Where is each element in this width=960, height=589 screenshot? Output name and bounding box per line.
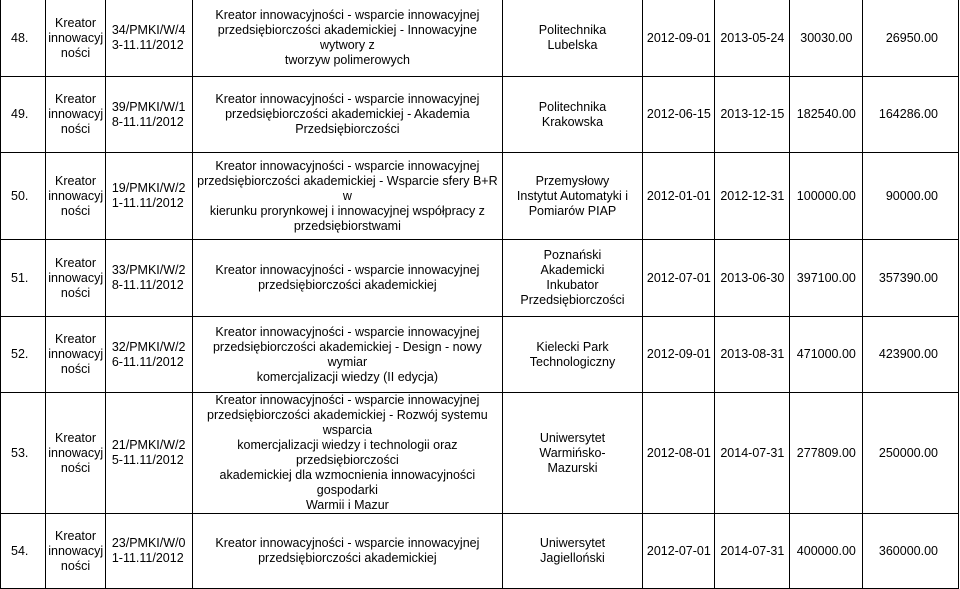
beneficiary-cell: Kreator innowacyj ności: [46, 153, 106, 240]
grant-amount-cell: 423900.00: [863, 317, 959, 393]
total-amount-cell: 277809.00: [790, 393, 863, 514]
agreement-number-cell: 21/PMKI/W/2 5-11.11/2012: [105, 393, 192, 514]
start-date-cell: 2012-08-01: [643, 393, 715, 514]
project-title-cell: Kreator innowacyjności - wsparcie innowacyjnej przedsiębiorczości akademickiej - Rozwój systemu wsparcia komercjalizacji wiedzy i technologii oraz przedsiębiorczości akademickiej dla wzmocnienia innowacyjności gospodarki Warmii i Mazur: [193, 393, 502, 514]
institution-cell: Politechnika Krakowska: [502, 77, 643, 153]
start-date-cell: 2012-01-01: [643, 153, 715, 240]
row-number: 54.: [1, 514, 46, 589]
total-amount-cell: 30030.00: [790, 0, 863, 77]
grant-amount-cell: 90000.00: [863, 153, 959, 240]
beneficiary-cell: Kreator innowacyj ności: [46, 514, 106, 589]
end-date-cell: 2014-07-31: [715, 393, 790, 514]
end-date-cell: 2014-07-31: [715, 514, 790, 589]
start-date-cell: 2012-06-15: [643, 77, 715, 153]
end-date-cell: 2013-08-31: [715, 317, 790, 393]
start-date-cell: 2012-07-01: [643, 514, 715, 589]
project-title-cell: Kreator innowacyjności - wsparcie innowacyjnej przedsiębiorczości akademickiej - Innowacyjne wytwory z tworzyw polimerowych: [193, 0, 502, 77]
institution-cell: Politechnika Lubelska: [502, 0, 643, 77]
grant-amount-cell: 250000.00: [863, 393, 959, 514]
table-row: [1, 514, 959, 589]
end-date-cell: 2012-12-31: [715, 153, 790, 240]
institution-cell: Kielecki Park Technologiczny: [502, 317, 643, 393]
total-amount-cell: 397100.00: [790, 240, 863, 317]
project-title-cell: Kreator innowacyjności - wsparcie innowacyjnej przedsiębiorczości akademickiej - Wsparcie sfery B+R w kierunku prorynkowej i innowacyjnej współpracy z przedsiębiorstwami: [193, 153, 502, 240]
institution-cell: Przemysłowy Instytut Automatyki i Pomiarów PIAP: [502, 153, 643, 240]
project-title-cell: Kreator innowacyjności - wsparcie innowacyjnej przedsiębiorczości akademickiej - Design - nowy wymiar komercjalizacji wiedzy (II edycja): [193, 317, 502, 393]
table-row: [1, 240, 959, 317]
table-row: [1, 153, 959, 240]
grant-amount-cell: 26950.00: [863, 0, 959, 77]
total-amount-cell: 182540.00: [790, 77, 863, 153]
agreement-number-cell: 34/PMKI/W/4 3-11.11/2012: [105, 0, 192, 77]
agreement-number-cell: 32/PMKI/W/2 6-11.11/2012: [105, 317, 192, 393]
end-date-cell: 2013-05-24: [715, 0, 790, 77]
agreement-number-cell: 19/PMKI/W/2 1-11.11/2012: [105, 153, 192, 240]
grant-amount-cell: 164286.00: [863, 77, 959, 153]
agreement-number-cell: 23/PMKI/W/0 1-11.11/2012: [105, 514, 192, 589]
institution-cell: Uniwersytet Jagielloński: [502, 514, 643, 589]
table-row: [1, 317, 959, 393]
beneficiary-cell: Kreator innowacyj ności: [46, 393, 106, 514]
project-title-cell: Kreator innowacyjności - wsparcie innowacyjnej przedsiębiorczości akademickiej: [193, 240, 502, 317]
end-date-cell: 2013-12-15: [715, 77, 790, 153]
table-row: [1, 77, 959, 153]
total-amount-cell: 400000.00: [790, 514, 863, 589]
start-date-cell: 2012-07-01: [643, 240, 715, 317]
total-amount-cell: 471000.00: [790, 317, 863, 393]
institution-cell: Uniwersytet Warmińsko- Mazurski: [502, 393, 643, 514]
table-row: [1, 0, 959, 77]
project-title-cell: Kreator innowacyjności - wsparcie innowacyjnej przedsiębiorczości akademickiej: [193, 514, 502, 589]
row-number: 48.: [1, 0, 46, 77]
beneficiary-cell: Kreator innowacyj ności: [46, 317, 106, 393]
row-number: 52.: [1, 317, 46, 393]
agreement-number-cell: 39/PMKI/W/1 8-11.11/2012: [105, 77, 192, 153]
start-date-cell: 2012-09-01: [643, 0, 715, 77]
start-date-cell: 2012-09-01: [643, 317, 715, 393]
beneficiary-cell: Kreator innowacyj ności: [46, 0, 106, 77]
end-date-cell: 2013-06-30: [715, 240, 790, 317]
row-number: 53.: [1, 393, 46, 514]
beneficiary-cell: Kreator innowacyj ności: [46, 240, 106, 317]
row-number: 49.: [1, 77, 46, 153]
institution-cell: Poznański Akademicki Inkubator Przedsiębiorczości: [502, 240, 643, 317]
row-number: 51.: [1, 240, 46, 317]
table-row: [1, 393, 959, 514]
beneficiary-cell: Kreator innowacyj ności: [46, 77, 106, 153]
agreement-number-cell: 33/PMKI/W/2 8-11.11/2012: [105, 240, 192, 317]
row-number: 50.: [1, 153, 46, 240]
total-amount-cell: 100000.00: [790, 153, 863, 240]
grant-amount-cell: 360000.00: [863, 514, 959, 589]
project-title-cell: Kreator innowacyjności - wsparcie innowacyjnej przedsiębiorczości akademickiej - Akademia Przedsiębiorczości: [193, 77, 502, 153]
grant-amount-cell: 357390.00: [863, 240, 959, 317]
